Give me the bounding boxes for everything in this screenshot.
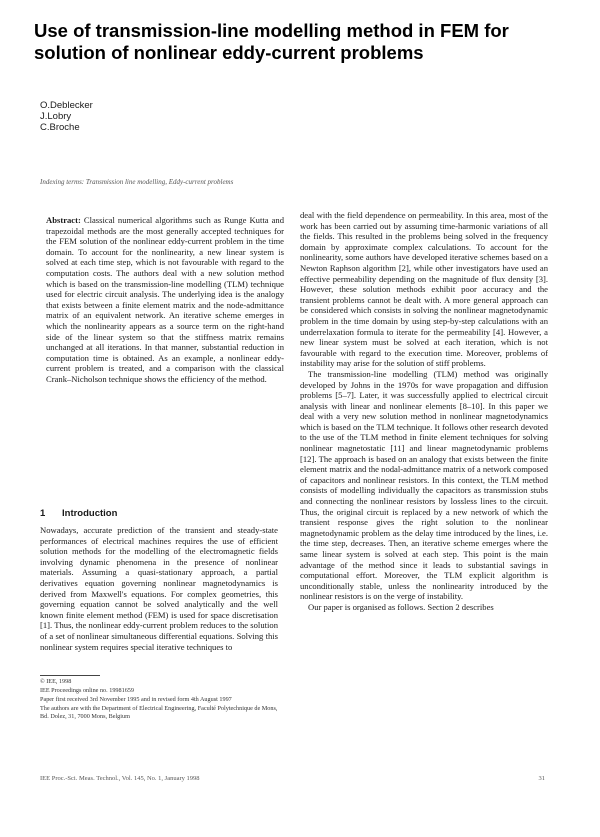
paper-title: Use of transmission-line modelling method in FEM for solution of nonlinear eddy-current problems <box>34 20 509 63</box>
footnote-rule <box>40 675 100 676</box>
author: O.Deblecker <box>40 100 93 111</box>
footnotes <box>40 678 278 722</box>
section-heading <box>40 508 117 519</box>
abstract-text: Classical numerical algorithms such as Runge Kutta and trapezoidal methods are the most generally accepted techniques for the FEM solution of the nonlinear eddy-current problem in the time domain. To account for the nonlinearity, a new linear system is solved at each time step, which is not favourable with regard to the computation costs. The authors deal with a new solution method which is based on the transmission-line modelling (TLM) technique used for electric circuit analysis. The underlying idea is the analogy that exists between a finite element matrix and the node-admittance matrix of an equivalent network. An iterative scheme emerges in which the nonlinearity appears as a source term on the right-hand side of the linear system so that the stiffness matrix remains unchanged at all iterations. In that manner, substantial reduction in computation time is obtained. As an example, a nonlinear eddy-current problem is treated, and a comparison with the classical Crank–Nicholson technique shows the efficiency of the method. <box>46 215 284 384</box>
footnote: Paper first received 3rd November 1995 and in revised form 4th August 1997 <box>40 696 232 703</box>
body-paragraph: Our paper is organised as follows. Section 2 describes <box>308 601 494 612</box>
footnote: IEE Proceedings online no. 19981659 <box>40 687 134 694</box>
body-column-right <box>300 210 548 613</box>
journal-citation: IEE Proc.-Sci. Meas. Technol., Vol. 145, No. 1, January 1998 <box>40 775 200 782</box>
author: C.Broche <box>40 122 80 133</box>
author-list <box>40 100 93 133</box>
footnote: © IEE, 1998 <box>40 678 72 685</box>
body-paragraph: deal with the field dependence on permeability. In this area, most of the work has been carried out by assuming time-harmonic variations of all the fields. This resulted in the problems being solved in the frequency domain by approximate complex calculations. To account for the nonlinearity, some authors have developed iterative schemes based on a Newton Raphson algorithm [2], while other investigators have used an effective permeability depending on the magnitude of flux density [3]. However, these solution methods exhibit poor accuracy and the transient problems cannot be dealt with. A more general approach can be considered which consists in solving the nonlinear magnetodynamic problem in the time domain by using step-by-step calculations with an underrelaxation formula to iterate for the permeability [4]. However, a new linear system must be solved at each iteration, which is not favourable with regard to the execution time. Moreover, problems of instability may arise for the solution of stiff problems. <box>300 210 548 369</box>
abstract-label: Abstract: <box>46 215 81 225</box>
page-number: 31 <box>538 775 545 782</box>
page-footer <box>40 775 545 782</box>
indexing-terms: Indexing terms: Transmission line modelling, Eddy-current problems <box>40 178 234 186</box>
section-title: Introduction <box>62 508 118 519</box>
section-number: 1 <box>40 508 46 519</box>
author: J.Lobry <box>40 111 72 122</box>
abstract-box <box>40 210 290 390</box>
intro-column-left <box>40 525 278 652</box>
intro-paragraph: Nowadays, accurate prediction of the transient and steady-state performances of electrical machines requires the use of efficient solution methods for the modelling of the electromagnetic fields involving dynamic phenomena in the presence of nonlinear materials. Assuming a quasi-stationary approach, a partial derivatives equation governing nonlinear magnetodynamics is derived from Maxwell's equations. For complex geometries, this governing equation cannot be solved analytically and the well known finite element method (FEM) is used for space discretisation [1]. Thus, the nonlinear eddy-current problem reduces to the solution of a set of nonlinear simultaneous differential equations. Solving this nonlinear system requires special iterative techniques to <box>40 525 278 652</box>
body-paragraph: The transmission-line modelling (TLM) method was originally developed by Johns in the 1970s for wave propagation and diffusion problems [5–7]. Later, it was successfully applied to electrical circuit analysis with linear and nonlinear elements [8–10]. In this paper we deal with a very new solution method in nonlinear magnetodynamics which is based on the TLM technique. It follows other research devoted to the use of the TLM method in finite element techniques for solving nonlinear magnetostatic [11] and linear magnetodynamic problems [12]. The approach is based on an analogy that exists between the finite element matrix and the nodal-admittance matrix of a network composed of capacitors and nonlinear resistors. In this context, the TLM method consists of modelling individually the capacitors as transmission stubs and connecting the nonlinear resistors by lossless lines to the circuit. Thus, the original circuit is replaced by a new network of which the transient response gives the right solution to the nonlinear magnetodynamic problem as the delay time introduced by the lines, i.e. the time step, decreases. Then, an iterative scheme emerges where the same linear system is solved at each step. This point is the main advantage of the method since it leads to substantial savings in computational effort. Moreover, the TLM explicit algorithm is unconditionally stable, unless the nonlinearity introduced by the nonlinear resistors is on the verge of instability. <box>300 368 548 602</box>
footnote: The authors are with the Department of Electrical Engineering, Faculté Polytechnique de Mons, Bd. Dolez, 31, 7000 Mons, Belgium <box>40 705 278 720</box>
